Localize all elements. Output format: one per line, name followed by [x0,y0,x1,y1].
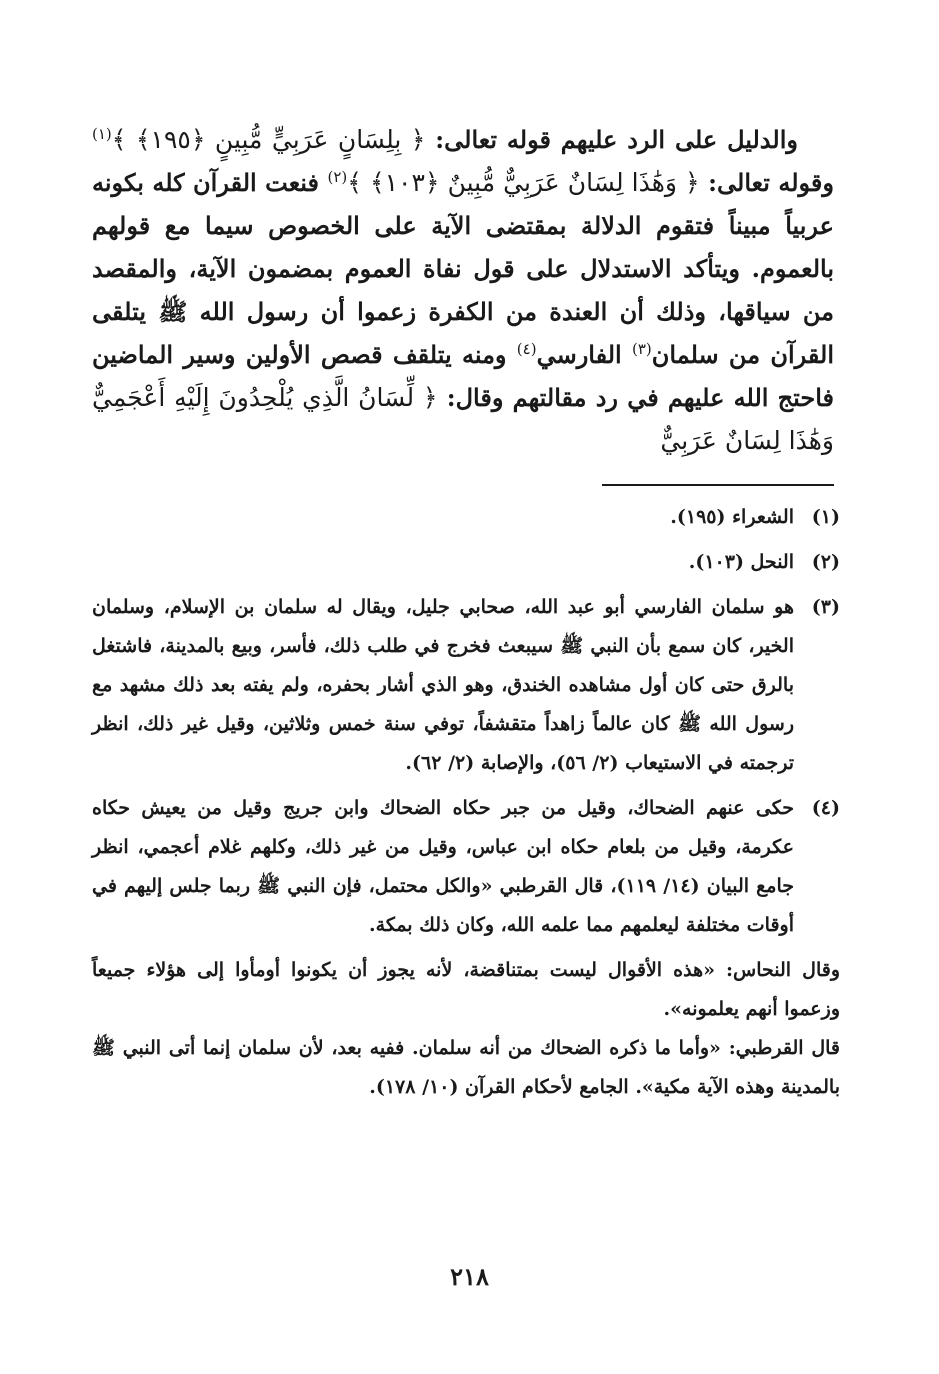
quran-verse: ﴿ بِلِسَانٍ عَرَبِيٍّ مُّبِينٍ ﴿١٩٥﴾ ﴾ [111,125,426,154]
footnote-item [92,498,840,537]
footnote-number: (٢) [811,551,840,573]
footnote-number: (٣) [811,596,840,618]
footnote-continuation: وقال النحاس: «هذه الأقوال ليست بمتناقضة، لأنه يجوز أن يكونوا أومأوا إلى هؤلاء جميعاً وزعموا أنهم يعلمونه». [92,959,840,1020]
footnote-ref: (٤) [516,340,537,358]
footnote-ref: (١) [92,125,112,143]
text-segment: والدليل على الرد عليهم قوله تعالى: [425,125,798,154]
footnote-item [92,588,840,783]
footnotes-section [92,498,840,1107]
footnote-divider [602,484,834,486]
footnote-continuation: قال القرطبي: «وأما ما ذكره الضحاك من أنه سلمان. ففيه بعد، لأن سلمان إنما أتى النبي ﷺ بالمدينة وهذه الآية مكية». الجامع لأحكام القرآن (١٠/ ١٧٨). [92,1037,840,1098]
text-segment: الفارسي [536,340,632,369]
text-segment: فنعت القرآن كله بكونه عربياً مبيناً فتقوم الدلالة بمقتضى الآية على الخصوص سيما مع قولهم بالعموم. ويتأكد الاستدلال على قول نفاة العموم بمضمون الآية، والمقصد من سياقها، وذلك أن العندة من الكفرة زعموا أن رسول الله ﷺ يتلقى القرآن من سلمان [92,168,834,369]
text-segment: وقوله تعالى: [699,168,834,197]
text-segment: ومنه يتلقف قصص الأولين وسير الماضين فاحتج الله عليهم في رد مقالتهم وقال: [92,340,834,412]
page-number: ٢١٨ [450,1262,489,1291]
footnote-item [92,789,840,945]
footnote-number: (٤) [811,797,840,819]
quran-verse: ﴿ لِّسَانُ الَّذِي يُلْحِدُونَ إِلَيْهِ أَعْجَمِيٌّ وَهَٰذَا لِسَانٌ عَرَبِيٌّ [92,383,834,455]
footnote-ref: (٢) [327,168,348,186]
footnote-text: هو سلمان الفارسي أبو عبد الله، صحابي جليل، ويقال له سلمان بن الإسلام، وسلمان الخير، كان سمع بأن النبي ﷺ سيبعث فخرج في طلب ذلك، فأسر، وبيع بالمدينة، فاشتغل بالرق حتى كان أول مشاهده الخندق، وهو الذي أشار بحفره، ولم يفته بعد ذلك مشهد مع رسول الله ﷺ كان عالماً زاهداً متقشفاً، توفي سنة خمس وثلاثين، وقيل غير ذلك، انظر ترجمته في الاستيعاب (٢/ ٥٦)، والإصابة (٢/ ٦٢). [92,596,794,774]
quran-verse: ﴿ وَهَٰذَا لِسَانٌ عَرَبِيٌّ مُّبِينٌ ﴿١٠٣﴾ ﴾ [347,168,700,197]
footnote-text: النحل (١٠٣). [688,551,794,573]
main-paragraph [92,118,834,462]
main-text-block [92,118,834,462]
footnote-ref: (٣) [632,340,652,358]
footnote-text: حكى عنهم الضحاك، وقيل من جبر حكاه الضحاك وابن جريج وقيل من يعيش حكاه عكرمة، وقيل من بلعام حكاه ابن عباس، وقيل من غير ذلك، وكلهم غلام أعجمي، انظر جامع البيان (١٤/ ١١٩)، قال القرطبي «والكل محتمل، فإن النبي ﷺ ربما جلس إليهم في أوقات مختلفة ليعلمهم مما علمه الله، وكان ذلك بمكة. [92,797,794,936]
body-paragraph [92,118,834,462]
footnote-text: الشعراء (١٩٥). [670,506,794,528]
footnote-number: (١) [811,506,840,528]
footnote-item [92,543,840,582]
